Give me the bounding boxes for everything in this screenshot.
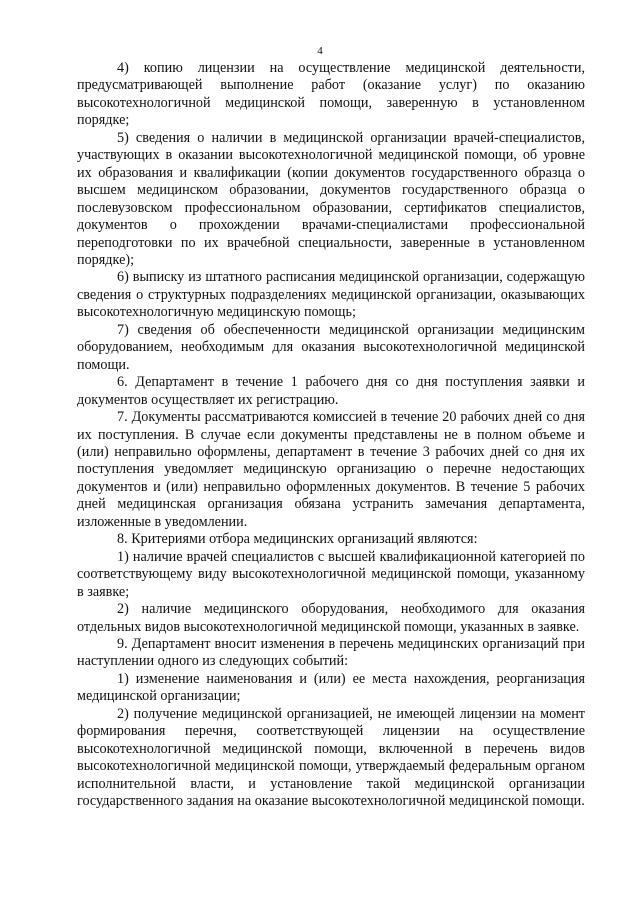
paragraph-item-7-equipment: 7) сведения об обеспеченности медицинской организации медицинским оборудованием, необходимым для оказания высокотехнологичной медицинской помощи. — [77, 321, 585, 373]
paragraph-clause-7-review: 7. Документы рассматриваются комиссией в течение 20 рабочих дней со дня их поступления. В случае если документы представлены не в полном объеме и (или) неправильно оформлены, департамент в течение 3 рабочих дней со дня их поступления уведомляет медицинскую организацию о перечне недостающих документов и (или) неправильно оформленных документов. В течение 5 рабочих дней медицинская организация обязана устранить замечания департамента, изложенные в уведомлении. — [77, 409, 585, 530]
page-number: 4 — [317, 45, 323, 57]
paragraph-event-1-rename: 1) изменение наименования и (или) ее места нахождения, реорганизация медицинской организации; — [77, 670, 585, 705]
paragraph-clause-8-criteria: 8. Критериями отбора медицинских организаций являются: — [117, 531, 478, 548]
document-body — [77, 60, 585, 810]
paragraph-item-6-staff-schedule: 6) выписку из штатного расписания медицинской организации, содержащую сведения о структурных подразделениях медицинской организации, оказывающих высокотехнологичную медицинскую помощь; — [77, 269, 585, 321]
paragraph-item-4-license: 4) копию лицензии на осуществление медицинской деятельности, предусматривающей выполнение работ (оказание услуг) по оказанию высокотехнологичной медицинской помощи, заверенную в установленном порядке; — [77, 60, 585, 129]
paragraph-event-2-license: 2) получение медицинской организацией, не имеющей лицензии на момент формирования перечня, соответствующей лицензии на осуществление высокотехнологичной медицинской помощи, включенной в перечень видов высокотехнологичной медицинской помощи, утверждаемый федеральным органом исполнительной власти, и установление такой медицинской организации государственного задания на оказание высокотехнологичной медицинской помощи. — [77, 705, 585, 810]
paragraph-criterion-1-doctors: 1) наличие врачей специалистов с высшей квалификационной категорией по соответствующему виду высокотехнологичной медицинской помощи, указанному в заявке; — [77, 548, 585, 600]
paragraph-clause-6-registration: 6. Департамент в течение 1 рабочего дня со дня поступления заявки и документов осуществляет их регистрацию. — [77, 374, 585, 408]
paragraph-criterion-2-equipment: 2) наличие медицинского оборудования, необходимого для оказания отдельных видов высокотехнологичной медицинской помощи, указанных в заявке. — [77, 601, 585, 635]
paragraph-item-5-specialists: 5) сведения о наличии в медицинской организации врачей-специалистов, участвующих в оказании высокотехнологичной медицинской помощи, об уровне их образования и квалификации (копии документов государственного образца о высшем медицинском образовании, документов государственного образца о послевузовском профессиональном образовании, сертификатов специалистов, документов о прохождении врачами-специалистами профессиональной переподготовки по их врачебной специальности, заверенные в установленном порядке); — [77, 129, 585, 268]
paragraph-clause-9-changes: 9. Департамент вносит изменения в перечень медицинских организаций при наступлении одного из следующих событий: — [77, 635, 585, 670]
